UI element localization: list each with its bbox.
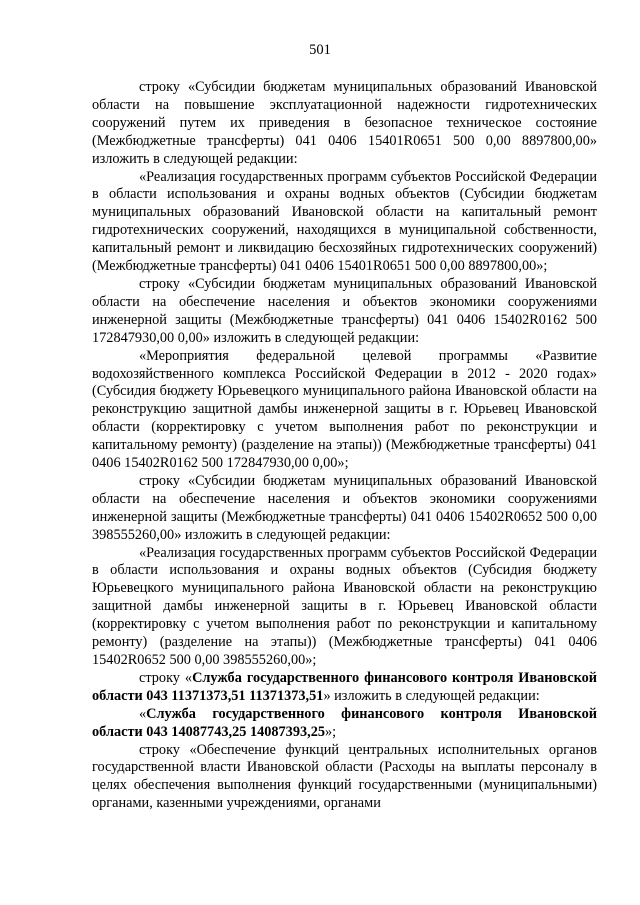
paragraph-1: строку «Субсидии бюджетам муниципальных образований Ивановской области на повышение эксплуатационной надежности гидротехнических сооружений путем их приведения в безопасное техническое состояние (Межбюджетные трансферты) 041 0406 15401R0651 500 0,00 8897800,00» изложить в следующей редакции: <box>92 79 597 167</box>
paragraph-9: строку «Обеспечение функций центральных исполнительных органов государственной власти Ивановской области (Расходы на выплаты персоналу в целях обеспечения выполнения функций государственными (муниципальными) органами, казенными учреждениями, органами <box>92 741 597 812</box>
document-body <box>92 79 597 813</box>
paragraph-3: строку «Субсидии бюджетам муниципальных образований Ивановской области на обеспечение населения и объектов экономики сооружениями инженерной защиты (Межбюджетные трансферты) 041 0406 15402R0162 500 172847930,00 0,00» изложить в следующей редакции: <box>92 275 597 346</box>
paragraph-4: «Мероприятия федеральной целевой программы «Развитие водохозяйственного комплекса Российской Федерации в 2012 - 2020 годах» (Субсидия бюджету Юрьевецкого муниципального района Ивановской области на реконструкцию защитной дамбы инженерной защиты в г. Юрьевец Ивановской области (корректировку с учетом выполнения работ по реконструкции и капитальному ремонту) (разделение на этапы)) (Межбюджетные трансферты) 041 0406 15402R0162 500 172847930,00 0,00»; <box>92 347 597 472</box>
paragraph-2: «Реализация государственных программ субъектов Российской Федерации в области использования и охраны водных объектов (Субсидии бюджетам муниципальных образований Ивановской области на капитальный ремонт гидротехнических сооружений, находящихся в муниципальной собственности, капитальный ремонт и ликвидацию бесхозяйных гидротехнических сооружений) (Межбюджетные трансферты) 041 0406 15401R0651 500 0,00 8897800,00»; <box>92 168 597 275</box>
paragraph-7-prefix: строку « <box>139 669 193 686</box>
paragraph-8-prefix: « <box>139 705 147 722</box>
paragraph-8-bold-heading: Служба государственного финансового контроля Ивановской области 043 14087743,25 14087393,25 <box>92 705 597 740</box>
paragraph-8-suffix: »; <box>325 723 337 740</box>
page-number: 501 <box>309 42 331 58</box>
paragraph-6: «Реализация государственных программ субъектов Российской Федерации в области использования и охраны водных объектов (Субсидия бюджету Юрьевецкого муниципального района Ивановской области на реконструкцию защитной дамбы инженерной защиты в г. Юрьевец Ивановской области (корректировку с учетом выполнения работ по реконструкции и капитальному ремонту) (разделение на этапы)) (Межбюджетные трансферты) 041 0406 15402R0652 500 0,00 398555260,00»; <box>92 544 597 668</box>
paragraph-8 <box>92 706 597 742</box>
paragraph-7 <box>92 670 597 706</box>
paragraph-5: строку «Субсидии бюджетам муниципальных образований Ивановской области на обеспечение населения и объектов экономики сооружениями инженерной защиты (Межбюджетные трансферты) 041 0406 15402R0652 500 0,00 398555260,00» изложить в следующей редакции: <box>92 472 597 543</box>
paragraph-7-suffix: » изложить в следующей редакции: <box>323 687 540 704</box>
paragraph-7-bold-heading: Служба государственного финансового контроля Ивановской области 043 11371373,51 11371373,51 <box>92 669 597 704</box>
